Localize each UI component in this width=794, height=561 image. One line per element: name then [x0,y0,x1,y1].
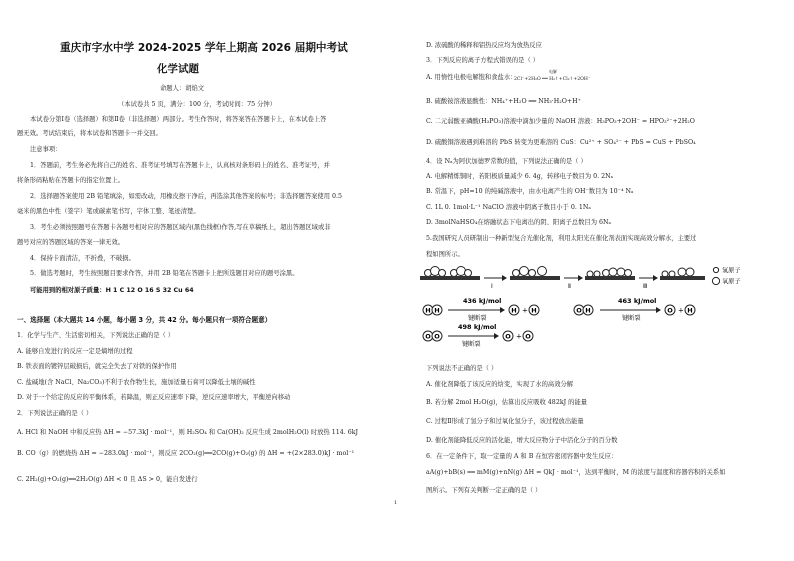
q1-option-b: B. 铁表面的镀锌层破损后，就完全失去了对铁的保护作用 [17,363,177,370]
plus-2: + [678,306,684,315]
q3-stem: 3．下列反应的离子方程式错误的是（ ） [426,57,540,64]
oo-product-2: O [525,332,531,341]
subject-title: 化学试题 [157,63,199,75]
oo-product-1: O [505,332,511,341]
oo-bond-break-label: 键断裂 [462,341,481,348]
q4-option-a: A. 电解精炼铜时，若阳极质量减少 6. 4g，转移电子数目为 0. 2Nₐ [426,173,614,180]
intro-line-1: 本试卷分第Ⅰ卷（选择题）和第Ⅱ卷（非选择题）两部分。考生作答时，将答案答在答题卡上，在本试卷上答 [30,116,327,123]
hh-product-atom-2: H [531,306,537,315]
hh-bond-energy: 436 kJ/mol [463,297,502,305]
q5-stem-line-2: 程如图所示。 [426,251,464,258]
hh-atom-2: H [434,306,440,315]
atomic-masses: 可能用到的相对原子质量：H 1 C 12 O 16 S 32 Cu 64 [30,287,194,294]
plus-3: + [516,332,522,341]
section-heading: 一、选择题（本大题共 14 小题，每小题 3 分，共 42 分。每小题只有一项符合题意） [17,316,272,324]
notice-title: 注意事项： [30,146,62,153]
oo-atom-2: O [434,332,440,341]
q1-option-d: D. 对于一个给定的反应的平衡体系，若降温，则正反应速率下降，逆反应速率增大，平衡逆向移动 [17,394,291,401]
notice-line-7: 4．保持卡面清洁，不折叠，不破损。 [30,255,135,262]
q5-question: 下列说法不正确的是（ ） [426,365,498,372]
notice-line-6: 题号对应的答题区域的答案一律无效。 [17,239,125,246]
intro-line-2: 题无效。考试结束后，将本试卷和答题卡一并交回。 [17,130,162,137]
oh-product-o: O [667,306,673,315]
q3-option-c: C. 二元弱酸亚磷酸(H₃PO₃)溶液中滴加少量的 NaOH 溶液：H₃PO₃+2OH⁻ = HPO₃²⁻+2H₂O [426,118,695,125]
q1-option-c: C. 盐碱地(含 NaCl、Na₂CO₃)不利于农作物生长，施加适量石膏可以降低土壤的碱性 [17,379,256,386]
q5-option-c: C. 过程Ⅱ形成了氢分子和过氧化氢分子，该过程放出能量 [426,418,584,425]
q5-stem-line-1: 5.我国研究人员研制出一种新型复合光催化剂，利用太阳光在催化剂表面实现高效分解水，主要过 [426,235,697,242]
plus-1: + [522,306,528,315]
oo-atom-1: O [425,332,431,341]
notice-line-8: 5．做选考题时，考生按照题目要求作答，并用 2B 铅笔在答题卡上把所选题目对应的题号涂黑。 [30,270,299,277]
q2-option-b: B. CO（g）的燃烧热 ΔH = −283.0kJ · mol⁻¹，则反应 2CO₂(g)══2CO(g)+O₂(g) 的 ΔH = +(2×283.0)kJ · mol⁻¹ [17,450,355,457]
q4-option-c: C. 1L 0. 1mol·L⁻¹ NaClO 溶液中阴离子数目小于 0. 1Nₐ [426,204,591,211]
oh-bond-break-label: 键断裂 [622,315,641,322]
exam-meta: （本试卷共 5 页，满分：100 分，考试时间：75 分钟） [118,101,276,108]
page-number: 1 [394,500,398,506]
legend-hydrogen-label: 氢原子 [722,267,741,275]
q6-stem-line-3: 图所示。下列有关判断一定正确的是（ ） [426,487,542,494]
water-splitting-diagram [418,264,788,348]
stage-3-label: Ⅲ [643,283,648,290]
q3-option-b: B. 硫酸铵溶液显酸性：NH₄⁺+H₂O ══ NH₃·H₂O+H⁺ [426,98,581,105]
oh-bond-energy: 463 kJ/mol [618,297,657,305]
q3-option-a: A. 用惰性电极电解饱和食盐水： [426,74,517,81]
hh-bond-break-label: 键断裂 [468,315,487,322]
q4-option-d: D. 3molNaHSO₄在熔融状态下电离出的阴、阳离子总数目为 6Nₐ [426,219,611,226]
q5-option-b: B. 若分解 2mol H₂O(g)，估算出反应吸收 482kJ 的能量 [426,399,588,406]
author-line: 命题人：胡焰文 [160,85,205,92]
q1-stem: 1．化学与生产、生活密切相关，下列说法正确的是（ ） [17,332,175,339]
q2-option-a: A. HCl 和 NaOH 中和反应热 ΔH = −57.3kJ · mol⁻¹，则 H₂SO₄ 和 Ca(OH)₂ 反应生成 2molH₂O(l) 时放热 114. 6kJ [17,429,359,436]
q2-stem: 2．下列说法正确的是（ ） [17,410,93,417]
legend-oxygen-icon [712,277,719,284]
q4-stem: 4．设 Nₐ为阿伏加德罗常数的值，下列说法正确的是（ ） [426,158,587,165]
oh-product-h: H [687,306,693,315]
q6-stem-line-2: aA(g)+bB(s) ══ mM(g)+nN(g) ΔH = QkJ · mol⁻¹，达到平衡时，M 的浓度与温度和容器容积的关系如 [426,469,726,476]
legend-oxygen-label: 氧原子 [722,278,741,286]
q3-option-d: D. 硫酸铜溶液遇到难溶的 PbS 转变为更难溶的 CuS：Cu²⁺ + SO₄²⁻ + PbS = CuS + PbSO₄ [426,139,696,146]
q3-option-a-equation: 2Cl⁻+2H₂O ══ H₂↑+Cl₂↑+2OH⁻ [514,77,591,82]
notice-line-1: 1．答题前，考生务必先将自己的姓名、准考证号填写在答题卡上，认真核对条形码上的姓名、准考证号，并 [30,162,330,169]
exam-title: 重庆市字水中学 2024-2025 学年上期高 2026 届期中考试 [60,42,348,54]
oh-atom-o: O [576,306,582,315]
bond-energy-row-2 [423,323,533,348]
stage-1-label: Ⅰ [491,283,493,290]
process-row [420,267,741,291]
q2-option-c: C. 2H₂(g)+O₂(g)══2H₂O(g) ΔH < 0 且 ΔS > 0，能自发进行 [17,476,198,483]
notice-line-5: 3．考生必须按照题号在答题卡各题号相对应的答题区域内(黑色线框)作答,写在草稿纸上，超出答题区域或非 [30,224,331,231]
q5-option-a: A. 催化剂降低了该反应的焓变，实现了水的高效分解 [426,381,574,388]
notice-line-3: 2．选择题答案使用 2B 铅笔填涂，如需改动，用橡皮擦干净后，再选涂其他答案的标号；非选择题答案使用 0.5 [30,193,343,200]
q6-stem-line-1: 6．在一定条件下，取一定量的 A 和 B 在恒容密闭容器中发生反应： [426,453,618,460]
q1-option-d-continued: D. 浓硫酸的稀释和铝热反应均为放热反应 [426,42,542,49]
oh-atom-h: H [585,306,591,315]
hh-product-atom-1: H [511,306,517,315]
stage-2-label: Ⅱ [568,283,571,290]
q4-option-b: B. 常温下，pH=10 的纯碱溶液中，由水电离产生的 OH⁻数目为 10⁻⁴ Nₐ [426,188,634,195]
q3-electrolysis-condition: 电解 [549,69,557,74]
q5-option-d: D. 催化剂能降低反应的活化能，增大反应物分子中活化分子的百分数 [426,437,618,444]
legend-hydrogen-icon [713,267,718,272]
bond-energy-row-1 [423,297,695,322]
oo-bond-energy: 498 kJ/mol [458,323,497,331]
q1-option-a: A. 能够自发进行的反应一定是熵增的过程 [17,348,133,355]
notice-line-2: 将条形码粘贴在答题卡的指定位置上。 [17,177,125,184]
hh-atom-1: H [425,306,431,315]
notice-line-4: 毫米的黑色中性（签字）笔或碳素笔书写，字体工整、笔迹清楚。 [17,208,200,215]
